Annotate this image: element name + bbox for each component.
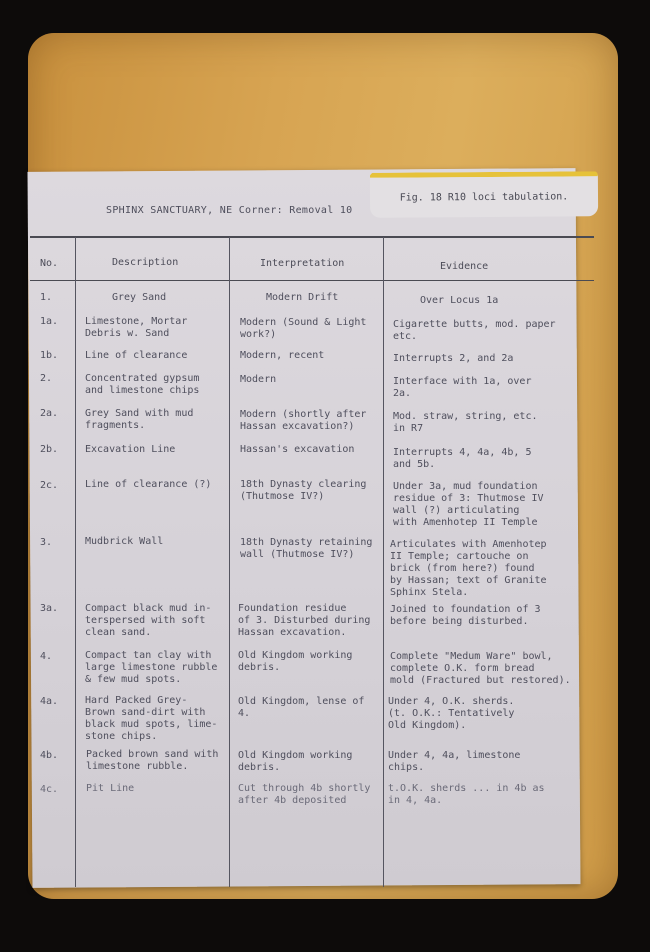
row-no: 4c. (40, 784, 59, 795)
row-interpretation: Modern (240, 374, 277, 385)
row-no: 2b. (40, 444, 59, 455)
row-no: 2c. (40, 480, 59, 491)
row-description: Line of clearance (?) (85, 479, 212, 490)
row-interpretation: 18th Dynasty clearing (Thutmose IV?) (240, 479, 367, 502)
row-description: Hard Packed Grey- Brown sand-dirt with black mud spots, lime- stone chips. (85, 695, 218, 742)
row-interpretation: Modern (shortly after Hassan excavation?) (240, 409, 367, 432)
row-evidence: Interrupts 2, and 2a (393, 353, 514, 364)
row-interpretation: Cut through 4b shortly after 4b deposited (238, 783, 371, 806)
row-description: Limestone, Mortar Debris w. Sand (85, 316, 188, 339)
row-evidence: Joined to foundation of 3 before being disturbed. (390, 604, 541, 627)
row-evidence: Articulates with Amenhotep II Temple; cartouche on brick (from here?) found by Hassan; text of Granite Sphinx Stela. (390, 539, 547, 598)
column-divider-interpretation (383, 237, 384, 887)
row-description: Compact tan clay with large limestone rubble & few mud spots. (85, 650, 218, 685)
row-no: 1b. (40, 350, 59, 361)
row-no: 4. (40, 651, 53, 662)
header-no: No. (40, 258, 59, 269)
header-interpretation: Interpretation (260, 258, 345, 269)
row-description: Excavation Line (85, 444, 176, 455)
row-interpretation: Foundation residue of 3. Disturbed during Hassan excavation. (238, 603, 371, 638)
row-interpretation: Old Kingdom working debris. (238, 650, 353, 673)
column-divider-no (75, 237, 76, 887)
header-evidence: Evidence (440, 261, 489, 272)
row-description: Pit Line (86, 783, 135, 794)
column-divider-description (229, 237, 230, 887)
table-header-rule (30, 280, 594, 281)
row-evidence: Interface with 1a, over 2a. (393, 376, 532, 399)
header-description: Description (112, 257, 179, 268)
table-top-rule (30, 236, 594, 238)
row-no: 3. (40, 537, 53, 548)
row-evidence: Under 4, O.K. sherds. (t. O.K.: Tentatively Old Kingdom). (388, 696, 515, 731)
row-no: 4b. (40, 750, 59, 761)
row-no: 2. (40, 373, 53, 384)
row-evidence: Under 3a, mud foundation residue of 3: Thutmose IV wall (?) articulating with Amenhotep II Temple (393, 481, 544, 528)
row-interpretation: Modern Drift (266, 292, 339, 303)
row-evidence: Over Locus 1a (420, 295, 499, 306)
row-interpretation: Old Kingdom working debris. (238, 750, 353, 773)
row-no: 1. (40, 292, 53, 303)
row-no: 4a. (40, 696, 59, 707)
row-evidence: Mod. straw, string, etc. in R7 (393, 411, 538, 434)
row-description: Concentrated gypsum and limestone chips (85, 373, 200, 396)
row-evidence: Cigarette butts, mod. paper etc. (393, 319, 556, 342)
figure-label: Fig. 18 R10 loci tabulation. (370, 171, 598, 218)
row-interpretation: Modern (Sound & Light work?) (240, 317, 367, 340)
row-description: Grey Sand (112, 292, 167, 303)
row-description: Grey Sand with mud fragments. (85, 408, 194, 431)
row-description: Packed brown sand with limestone rubble. (86, 749, 219, 772)
row-no: 2a. (40, 408, 59, 419)
row-evidence: Interrupts 4, 4a, 4b, 5 and 5b. (393, 447, 532, 470)
row-evidence: Under 4, 4a, limestone chips. (388, 750, 521, 773)
row-evidence: t.O.K. sherds ... in 4b as in 4, 4a. (388, 783, 545, 806)
row-interpretation: Old Kingdom, lense of 4. (238, 696, 365, 719)
row-interpretation: Hassan's excavation (240, 444, 355, 455)
row-interpretation: 18th Dynasty retaining wall (Thutmose IV?) (240, 537, 373, 560)
row-description: Compact black mud in- terspersed with soft clean sand. (85, 603, 212, 638)
row-no: 1a. (40, 316, 59, 327)
row-no: 3a. (40, 603, 59, 614)
row-evidence: Complete "Medum Ware" bowl, complete O.K. form bread mold (Fractured but restored). (390, 651, 571, 686)
row-description: Line of clearance (85, 350, 188, 361)
row-description: Mudbrick Wall (85, 536, 164, 547)
document-title: SPHINX SANCTUARY, NE Corner: Removal 10 (106, 205, 353, 216)
row-interpretation: Modern, recent (240, 350, 325, 361)
